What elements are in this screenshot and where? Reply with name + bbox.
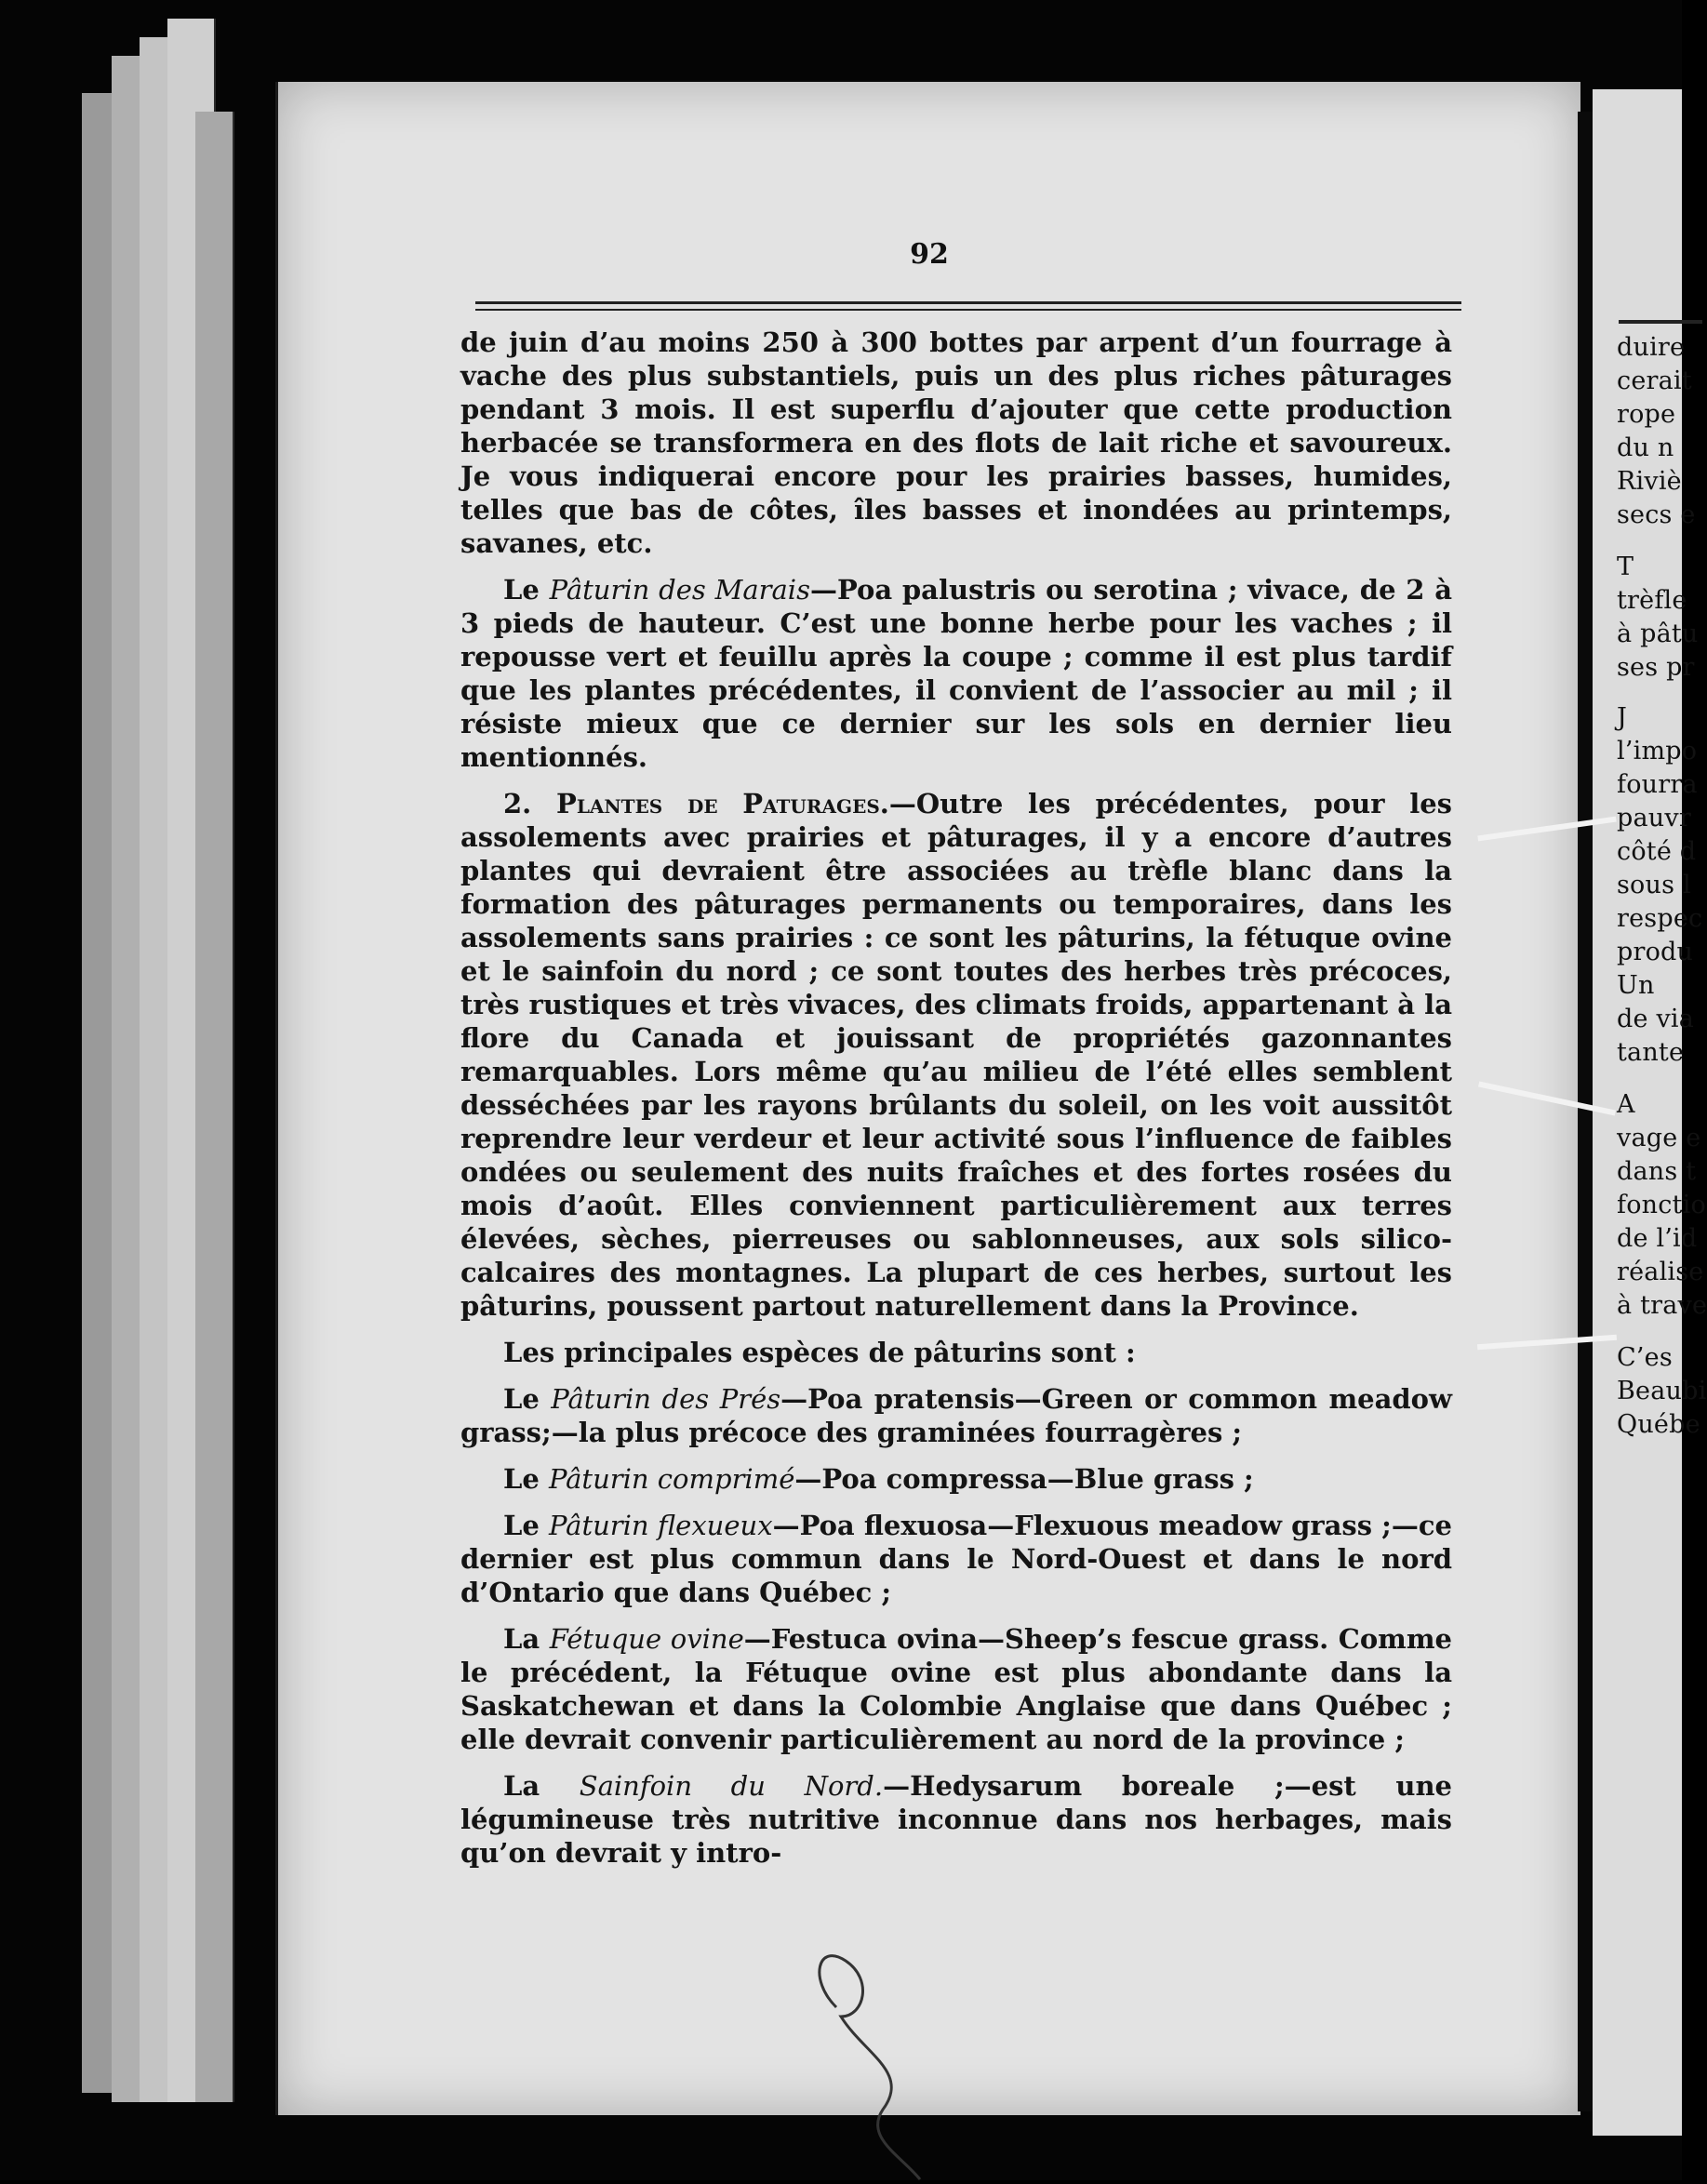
paragraph-text: —Poa palustris ou serotina ; vivace, de 2 à 3 pieds de hauteur. C’est une bonne herbe pour les vaches ; il repousse vert et feuillu après la coupe ; comme il est plus tardif que les plantes précédentes, il convient de l’associer au mil ; il résiste mieux que ce dernier sur les sols en dernier lieu mentionnés. <box>460 574 1453 773</box>
species-name: Pâturin des Prés <box>551 1383 781 1415</box>
header-rule <box>475 309 1461 311</box>
paragraph <box>460 1382 1452 1449</box>
facing-page-line: à pâtu <box>1617 619 1699 648</box>
book-page <box>275 82 1580 2115</box>
species-name: Sainfoin du Nord. <box>579 1770 884 1802</box>
facing-page-line: fourra <box>1617 770 1698 799</box>
paragraph-lead: Le <box>503 1383 552 1415</box>
facing-page-line: respec <box>1617 904 1703 933</box>
paragraph <box>460 1622 1452 1756</box>
facing-page-line: Un <box>1617 971 1655 1000</box>
paragraph-text: —Poa compressa—Blue grass ; <box>794 1463 1254 1495</box>
facing-page-line: produ <box>1617 938 1694 966</box>
page-number: 92 <box>910 238 949 271</box>
facing-page-line: trèfle <box>1617 586 1687 615</box>
paragraph-lead: Le <box>503 1463 549 1495</box>
book-spine <box>1578 112 1593 2111</box>
facing-page-line: sous l <box>1617 871 1691 899</box>
paragraph <box>460 1769 1452 1870</box>
facing-page-line: rope <box>1617 400 1676 429</box>
paragraph <box>460 1462 1452 1496</box>
facing-page-line: fonctio <box>1617 1191 1706 1219</box>
facing-page-line: Québe <box>1617 1410 1700 1439</box>
species-name: Fétuque ovine <box>549 1623 744 1655</box>
paragraph-text: —Hedysarum boreale ;—est une légumineuse très nutritive inconnue dans nos herbages, mais qu’on devrait y intro- <box>460 1770 1452 1869</box>
facing-page-line: l’impo <box>1617 737 1698 766</box>
facing-page-line: Riviè <box>1617 467 1682 496</box>
section-heading: Plantes de Paturages. <box>556 788 889 819</box>
facing-page-line: cerait <box>1617 366 1692 395</box>
facing-page-line: dans t <box>1617 1157 1697 1186</box>
facing-page-line: à trave <box>1617 1291 1707 1320</box>
header-rule <box>475 301 1461 304</box>
page-edge <box>195 112 234 2102</box>
facing-page-line: T <box>1617 553 1634 581</box>
facing-page-line: C’es <box>1617 1343 1673 1372</box>
facing-page-line: du n <box>1617 433 1674 462</box>
paragraph-text: —Outre les précédentes, pour les assolements avec prairies et pâturages, il y a encore d’autres plantes qui devraient être associées au trèfle blanc dans la formation des pâturages permanents ou temporaires, dans les assolements sans prairies : ce sont les pâturins, la fétuque ovine et le sainfoin du nord ; ce sont toutes des herbes très précoces, très rustiques et très vivaces, des climats froids, appartenant à la flore du Canada et jouissant de propriétés gazonnantes remarquables. Lors même qu’au milieu de l’été elles semblent desséchées par les rayons brûlants du soleil, on les voit aussitôt reprendre leur verdeur et leur activité sous l’influence de faibles ondées ou seulement des nuits fraîches et des fortes rosées du mois d’août. Elles conviennent particulièrement aux terres élevées, sèches, pierreuses ou sablonneuses, aux sols silico-calcaires des montagnes. La plupart de ces herbes, surtout les pâturins, poussent partout naturellement dans la Province. <box>460 788 1453 1322</box>
paragraph-lead: Le <box>503 574 550 606</box>
facing-page-line: de l’id <box>1617 1224 1698 1253</box>
facing-page-line: ses pr <box>1617 653 1695 682</box>
facing-page-line: secs e <box>1617 500 1696 529</box>
facing-page-line: de via <box>1617 1005 1695 1033</box>
facing-page-line: J <box>1617 703 1628 732</box>
facing-page-line: côté d <box>1617 837 1697 866</box>
paragraph <box>460 787 1452 1323</box>
facing-page-line: tante <box>1617 1038 1685 1067</box>
paragraph <box>460 573 1452 774</box>
body-text <box>460 326 1452 1883</box>
facing-page-line: duire <box>1617 333 1686 362</box>
facing-page-line: pauvr <box>1617 804 1691 832</box>
paragraph-lead: La <box>503 1770 580 1802</box>
section-number: 2. <box>503 788 557 819</box>
facing-page-line: vage e <box>1617 1124 1701 1152</box>
pen-doodle <box>799 1942 985 2184</box>
paragraph <box>460 1509 1452 1609</box>
facing-page-line: Beaubi <box>1617 1377 1707 1405</box>
facing-page-line: A <box>1617 1090 1635 1119</box>
paragraph: Les principales espèces de pâturins sont : <box>503 1337 1136 1368</box>
paragraph-text: —Festuca ovina—Sheep’s fescue grass. Comme le précédent, la Fétuque ovine est plus abondante dans la Saskatchewan et dans la Colombie Anglaise que dans Québec ; elle devrait convenir particulièrement au nord de la province ; <box>460 1623 1453 1755</box>
paragraph-text: —Poa flexuosa—Flexuous meadow grass ;—ce dernier est plus commun dans le Nord-Ouest et dans le nord d’Ontario que dans Québec ; <box>460 1510 1452 1608</box>
paragraph-text: —Poa pratensis—Green or common meadow grass;—la plus précoce des graminées fourragères ; <box>460 1383 1452 1448</box>
species-name: Pâturin des Marais <box>549 574 810 606</box>
species-name: Pâturin comprimé <box>548 1463 795 1495</box>
species-name: Pâturin flexueux <box>548 1510 773 1541</box>
facing-header-rule <box>1619 320 1702 324</box>
facing-page-line: réalise <box>1617 1258 1704 1286</box>
paragraph-lead: Le <box>503 1510 549 1541</box>
paragraph-lead: La <box>503 1623 550 1655</box>
paragraph: de juin d’au moins 250 à 300 bottes par arpent d’un fourrage à vache des plus substantiels, puis un des plus riches pâturages pendant 3 mois. Il est superflu d’ajouter que cette production herbacée se transformera en des flots de lait riche et savoureux. Je vous indiquerai encore pour les prairies basses, humides, telles que bas de côtes, îles basses et inondées au printemps, savanes, etc. <box>460 326 1452 559</box>
